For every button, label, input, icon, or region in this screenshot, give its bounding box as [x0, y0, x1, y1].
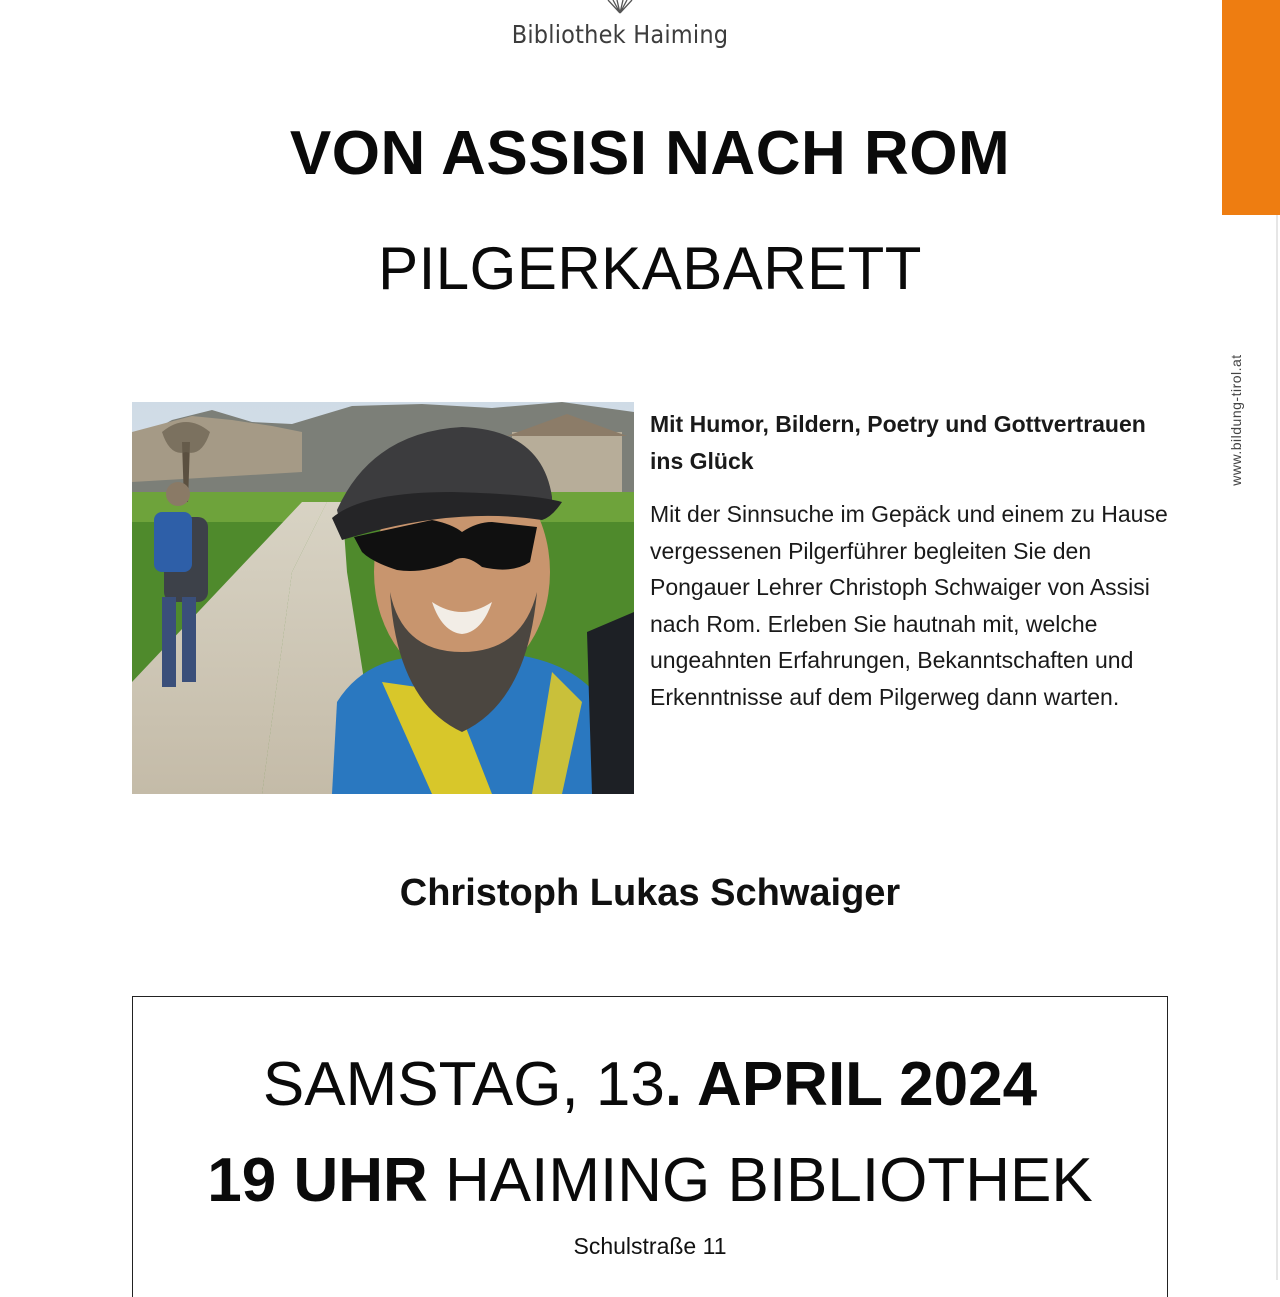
event-lead: Mit Humor, Bildern, Poetry und Gottvertrauen ins Glück [650, 411, 1146, 474]
logo-text: Bibliothek Haiming [511, 20, 729, 49]
book-fan-icon [600, 0, 640, 14]
side-divider [1276, 215, 1278, 1280]
event-description-block [650, 406, 1170, 715]
event-subtitle: PILGERKABARETT [378, 235, 922, 302]
date-month-year: . APRIL 2024 [664, 1050, 1038, 1119]
website-url: www.bildung-tirol.at [1228, 354, 1244, 486]
library-logo [500, 0, 740, 60]
pilgrim-selfie-photo [132, 402, 634, 794]
event-address: Schulstraße 11 [573, 1233, 727, 1259]
event-time-location [133, 1145, 1167, 1216]
performer-name: Christoph Lukas Schwaiger [399, 872, 901, 914]
date-weekday-day: SAMSTAG, 13 [262, 1050, 665, 1119]
event-description: Mit der Sinnsuche im Gepäck und einem zu Hause vergessenen Pilgerführer begleiten Sie den Pongauer Lehrer Christoph Schwaiger von Assisi nach Rom. Erleben Sie hautnah mit, welche ungeahnten Erfahrungen, Bekanntschaften und Erkenntnisse auf dem Pilgerweg dann warten. [650, 501, 1168, 710]
event-location: HAIMING BIBLIOTHEK [445, 1146, 1093, 1215]
event-time: 19 UHR [207, 1146, 428, 1215]
event-title: VON ASSISI NACH ROM [289, 119, 1011, 188]
event-details-box [132, 996, 1168, 1297]
event-date [133, 1049, 1167, 1120]
